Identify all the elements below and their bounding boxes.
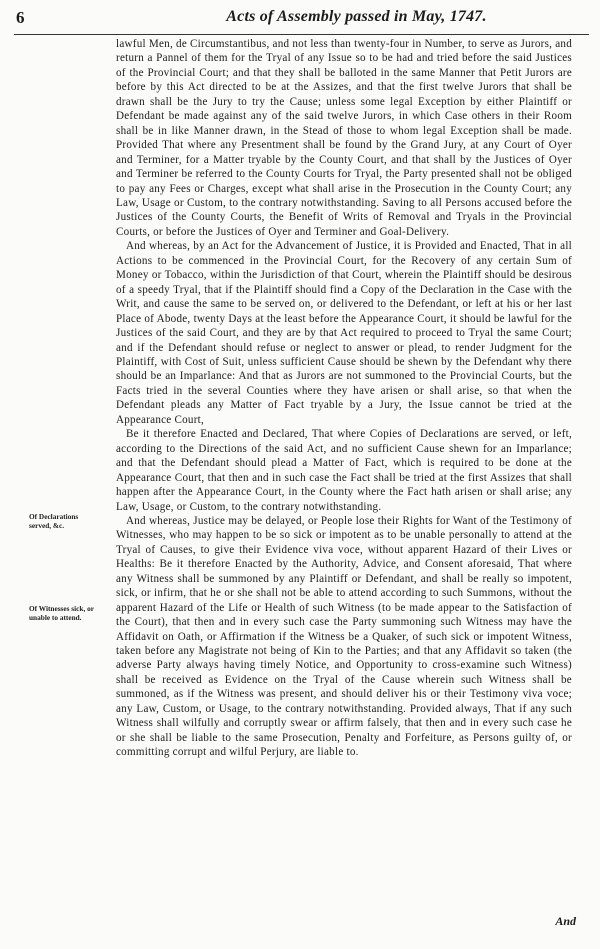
catchword: And — [555, 914, 576, 928]
body-text — [116, 37, 572, 760]
paragraph-enacted-declared: Be it therefore Enacted and Declared, That where Copies of Declarations are served, or left, according to the Directions of the said Act, and no sufficient Cause shewn for an Imparlance; and that the Defendant should plead a Matter of Fact, which is required to be done at the Appearance Court, that then and in such case the Fact shall be tried at the first Assizes that shall happen after the Appearance Court, in the County where the Fact hath arisen or shall arise; any Law, Usage, or Custom, to the contrary notwithstanding. — [116, 428, 572, 513]
margin-note-declarations: Of Declarations served, &c. — [29, 512, 79, 530]
paragraph-witnesses: And whereas, Justice may be delayed, or People lose their Rights for Want of the Testimony of Witnesses, who may happen to be so sick or impotent as to be unable personally to attend at the Tryal of Causes, to give their Evidence viva voce, without apparent Hazard of their Lives or Healths: Be it therefore Enacted by the Authority, Advice, and Consent aforesaid, That where any Witness shall be summoned by any Plaintiff or Defendant, and shall be really so impotent, sick, or infirm, that he or she shall not be able to attend according to such Summons, without the apparent Hazard of the Life or Health of such Witness (to be made appear to the Satisfaction of the Court), that then and in every such case the Party summoning such Witness may have the Affidavit on Oath, or Affirmation if the Witness be a Quaker, of such sick or impotent Witness, taken before any Magistrate not being of Kin to the Parties; and that any Affidavit so taken (the adverse Party always having timely Notice, and Opportunity to cross-examine such Witness) shall be received as Evidence on the Tryal of the Cause wherein such Witness shall be summoned, as if the Witness was present, and should deliver his or their Testimony viva voce; any Law, Custom, or Usage, to the contrary notwithstanding. Provided always, That if any such Witness shall wilfully and corruptly swear or affirm falsely, that then and in every such case he or she shall be liable to the same Prosecution, Penalty and Forfeiture, as Persons guilty of, or committing corrupt and wilful Perjury, are liable to. — [116, 514, 572, 759]
page-header — [14, 4, 589, 35]
page-number: 6 — [16, 8, 25, 27]
paragraph-jurors: lawful Men, de Circumstantibus, and not less than twenty-four in Number, to serve as Jurors, and return a Pannel of them for the Tryal of any Issue so to be had and tried before the said Justices of the Provincial Court; and that they shall be balloted in the same Manner that Petit Jurors are before by this Act directed to be at the Assizes, and that the first twelve Jurors that shall be drawn shall be the Jury to try the Cause; unless some legal Exception by either Plaintiff or Defendant be made against any of the said twelve Jurors, in which Case others in their Room shall be in like Manner drawn, in the Stead of those to whom legal Exception shall be made. Provided That where any Presentment shall be found by the Grand Jury, at any Court of Oyer and Terminer, for a Matter tryable by the County Court, and that shall by the Justices of Oyer and Terminer be referred to the County Courts for Tryal, the Party presented shall not be obliged to pay any Fees or Charges, except what shall arise in the Prosecution in the County Court; any Law, Usage or Custom, to the contrary notwithstanding. Saving to all Persons accused before the Justices of the County Courts, the Benefit of Writs of Removal and Tryals in the Provincial Courts, or before the Justices of Oyer and Terminer and Goal-Delivery. — [116, 38, 572, 238]
paragraph-whereas-justice: And whereas, by an Act for the Advancement of Justice, it is Provided and Enacted, That in all Actions to be commenced in the Provincial Court, for the Recovery of any certain Sum of Money or Tobacco, within the Jurisdiction of that Court, wherein the Plaintiff should be desirous of a speedy Tryal, that if the Plaintiff should find a Copy of the Declaration in the Case with the Writ, and cause the same to be served on, or delivered to the Defendant, or left at his or her last Place of Abode, twenty Days at the least before the Appearance Court, it should be lawful for the Justices of the said Court, and they are by that Act required to proceed to Tryal the same Court; and if the Defendant should refuse or neglect to answer or plead, to render Judgment for the Plaintiff, with Cost of Suit, unless sufficient Cause should be shewn by the Defendant why there should be an Imparlance: And that as Jurors are not summoned to the Provincial Courts, but the Facts tried in the several Counties where they have arisen or shall arise, so that when the Defendant pleads any Matter of Fact tryable by a Jury, the Issue cannot be tried at the Appearance Court, — [116, 240, 572, 426]
margin-note-witnesses: Of Witnesses sick, or unable to attend. — [29, 604, 94, 622]
running-title: Acts of Assembly passed in May, 1747. — [226, 8, 487, 25]
